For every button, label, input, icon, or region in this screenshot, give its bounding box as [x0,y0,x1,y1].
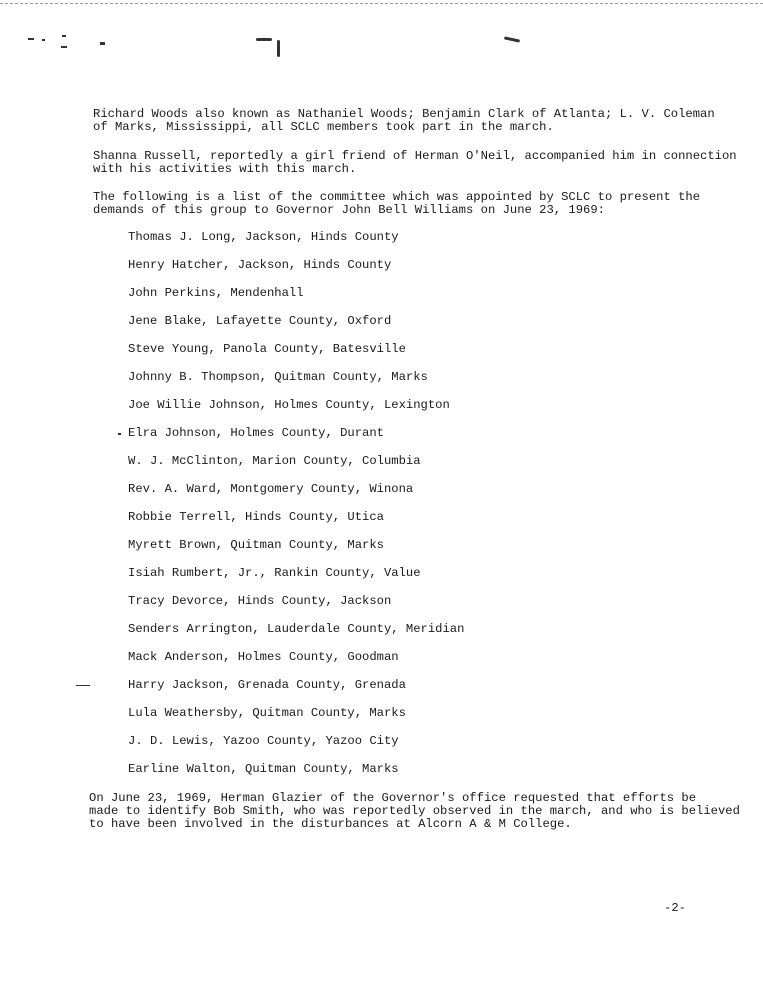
list-item: Lula Weathersby, Quitman County, Marks [128,706,406,720]
scan-mark [277,40,280,57]
list-item: Thomas J. Long, Jackson, Hinds County [128,230,399,244]
scan-mark [76,685,90,686]
scan-mark [256,38,272,41]
scan-mark [118,433,121,435]
list-item: Tracy Devorce, Hinds County, Jackson [128,594,392,608]
scan-mark [100,42,105,45]
page-number: -2- [664,901,686,915]
scan-mark [42,39,45,41]
list-item: Johnny B. Thompson, Quitman County, Marks [128,370,428,384]
scan-mark [504,36,520,42]
list-item: Steve Young, Panola County, Batesville [128,342,406,356]
list-item: Mack Anderson, Holmes County, Goodman [128,650,399,664]
list-item: Robbie Terrell, Hinds County, Utica [128,510,384,524]
list-item: Isiah Rumbert, Jr., Rankin County, Value [128,566,421,580]
paragraph-committee-intro: The following is a list of the committee which was appointed by SCLC to present the demands of this group to Governor John Bell Williams on June 23, 1969: [93,190,701,217]
paragraph-march-participants: Richard Woods also known as Nathaniel Woods; Benjamin Clark of Atlanta; L. V. Coleman of Marks, Mississippi, all SCLC members took part in the march. [93,107,715,134]
list-item: Myrett Brown, Quitman County, Marks [128,538,384,552]
list-item: Elra Johnson, Holmes County, Durant [128,426,384,440]
scan-mark [62,35,66,37]
list-item: Earline Walton, Quitman County, Marks [128,762,399,776]
list-item: Harry Jackson, Grenada County, Grenada [128,678,406,692]
list-item: W. J. McClinton, Marion County, Columbia [128,454,421,468]
list-item: John Perkins, Mendenhall [128,286,304,300]
paragraph-shanna-russell: Shanna Russell, reportedly a girl friend of Herman O'Neil, accompanied him in connection with his activities with this march. [93,149,737,176]
list-item: Senders Arrington, Lauderdale County, Meridian [128,622,465,636]
perforated-edge [0,3,763,4]
scan-mark [61,46,67,48]
list-item: J. D. Lewis, Yazoo County, Yazoo City [128,734,399,748]
list-item: Jene Blake, Lafayette County, Oxford [128,314,392,328]
committee-list [128,231,464,791]
paragraph-bob-smith: On June 23, 1969, Herman Glazier of the Governor's office requested that efforts be made to identify Bob Smith, who was reportedly observed in the march, and who is believed to have been involved in the disturbances at Alcorn A & M College. [89,791,740,831]
scan-mark [28,38,34,40]
list-item: Joe Willie Johnson, Holmes County, Lexington [128,398,450,412]
list-item: Rev. A. Ward, Montgomery County, Winona [128,482,414,496]
list-item: Henry Hatcher, Jackson, Hinds County [128,258,392,272]
